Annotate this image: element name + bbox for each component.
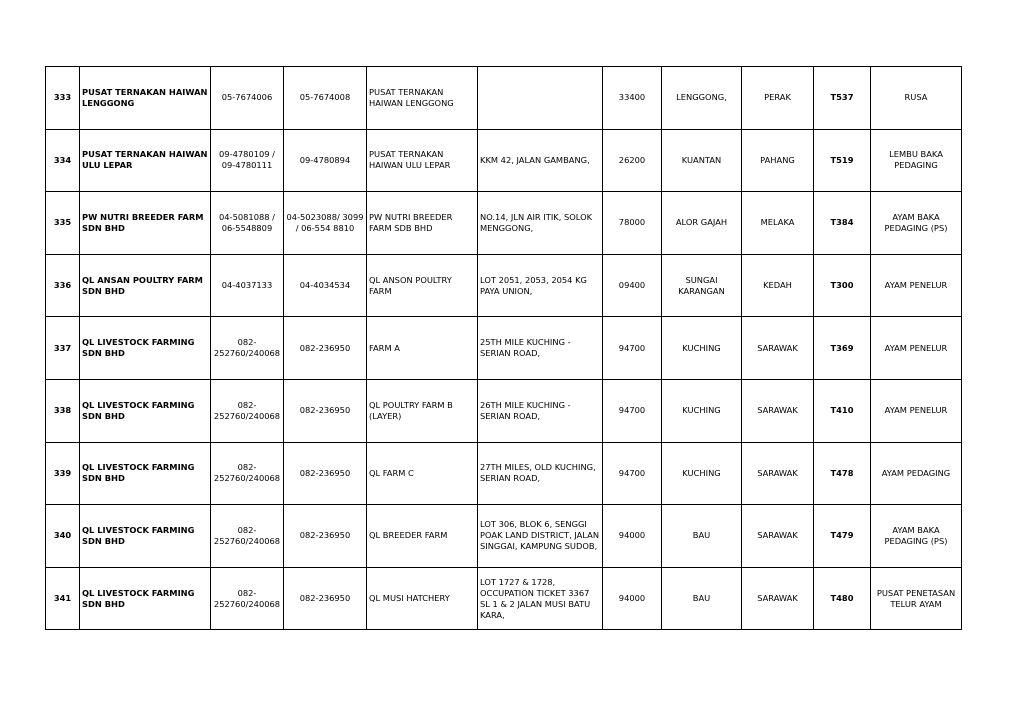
table-row [46,379,962,442]
farm-code-cell: T480 [814,567,871,630]
company-name-cell: QL LIVESTOCK FARMING SDN BHD [80,567,211,630]
table-row [46,129,962,192]
company-name-cell: QL LIVESTOCK FARMING SDN BHD [80,379,211,442]
livestock-category-cell: AYAM PENELUR [871,254,962,317]
farm-code-cell: T479 [814,505,871,568]
telephone-cell: 09-4780109 / 09-4780111 [211,129,284,192]
fax-number-cell: 04-5023088/ 3099 / 06-554 8810 [284,192,367,255]
fax-number-cell: 082-236950 [284,317,367,380]
farm-name-cell: PUSAT TERNAKAN HAIWAN ULU LEPAR [367,129,478,192]
farm-name-cell: QL MUSI HATCHERY [367,567,478,630]
state-cell: MELAKA [742,192,814,255]
telephone-cell: 04-5081088 / 06-5548809 [211,192,284,255]
table-row [46,67,962,130]
state-cell: KEDAH [742,254,814,317]
livestock-category-cell: AYAM BAKA PEDAGING (PS) [871,505,962,568]
state-cell: PAHANG [742,129,814,192]
telephone-cell: 082-252760/240068 [211,567,284,630]
row-number-cell: 335 [46,192,80,255]
livestock-category-cell: PUSAT PENETASAN TELUR AYAM [871,567,962,630]
row-number-cell: 340 [46,505,80,568]
farm-code-cell: T537 [814,67,871,130]
postcode-cell: 33400 [603,67,662,130]
fax-number-cell: 09-4780894 [284,129,367,192]
postcode-cell: 09400 [603,254,662,317]
telephone-cell: 082-252760/240068 [211,442,284,505]
farm-address-cell: NO.14, JLN AIR ITIK, SOLOK MENGGONG, [478,192,603,255]
livestock-category-cell: RUSA [871,67,962,130]
town-cell: KUCHING [662,442,742,505]
farm-name-cell: PW NUTRI BREEDER FARM SDB BHD [367,192,478,255]
town-cell: KUCHING [662,379,742,442]
town-cell: KUCHING [662,317,742,380]
town-cell: SUNGAI KARANGAN [662,254,742,317]
postcode-cell: 26200 [603,129,662,192]
telephone-cell: 082-252760/240068 [211,317,284,380]
telephone-cell: 082-252760/240068 [211,505,284,568]
company-name-cell: PUSAT TERNAKAN HAIWAN LENGGONG [80,67,211,130]
row-number-cell: 338 [46,379,80,442]
state-cell: SARAWAK [742,317,814,380]
farm-address-cell: LOT 1727 & 1728, OCCUPATION TICKET 3367 SL 1 & 2 JALAN MUSI BATU KARA, [478,567,603,630]
farm-name-cell: QL POULTRY FARM B (LAYER) [367,379,478,442]
livestock-category-cell: AYAM PENELUR [871,379,962,442]
town-cell: BAU [662,505,742,568]
state-cell: SARAWAK [742,442,814,505]
postcode-cell: 78000 [603,192,662,255]
fax-number-cell: 05-7674008 [284,67,367,130]
fax-number-cell: 082-236950 [284,379,367,442]
postcode-cell: 94000 [603,505,662,568]
table-row [46,317,962,380]
company-name-cell: QL LIVESTOCK FARMING SDN BHD [80,505,211,568]
state-cell: SARAWAK [742,379,814,442]
telephone-cell: 04-4037133 [211,254,284,317]
fax-number-cell: 082-236950 [284,505,367,568]
row-number-cell: 334 [46,129,80,192]
fax-number-cell: 04-4034534 [284,254,367,317]
town-cell: KUANTAN [662,129,742,192]
row-number-cell: 341 [46,567,80,630]
state-cell: SARAWAK [742,567,814,630]
farm-code-cell: T369 [814,317,871,380]
farm-address-cell: 26TH MILE KUCHING - SERIAN ROAD, [478,379,603,442]
livestock-category-cell: AYAM PENELUR [871,317,962,380]
table-row [46,505,962,568]
row-number-cell: 337 [46,317,80,380]
farm-code-cell: T478 [814,442,871,505]
farm-code-cell: T519 [814,129,871,192]
fax-number-cell: 082-236950 [284,567,367,630]
row-number-cell: 339 [46,442,80,505]
telephone-cell: 05-7674006 [211,67,284,130]
farm-code-cell: T300 [814,254,871,317]
state-cell: SARAWAK [742,505,814,568]
farm-address-cell: 25TH MILE KUCHING - SERIAN ROAD, [478,317,603,380]
company-name-cell: QL LIVESTOCK FARMING SDN BHD [80,442,211,505]
state-cell: PERAK [742,67,814,130]
farm-code-cell: T384 [814,192,871,255]
postcode-cell: 94700 [603,442,662,505]
table-row [46,192,962,255]
company-name-cell: PW NUTRI BREEDER FARM SDN BHD [80,192,211,255]
farm-name-cell: QL FARM C [367,442,478,505]
telephone-cell: 082-252760/240068 [211,379,284,442]
postcode-cell: 94700 [603,379,662,442]
farm-address-cell: LOT 306, BLOK 6, SENGGI POAK LAND DISTRICT, JALAN SINGGAI, KAMPUNG SUDOB, [478,505,603,568]
livestock-category-cell: AYAM PEDAGING [871,442,962,505]
farm-address-cell: LOT 2051, 2053, 2054 KG PAYA UNION, [478,254,603,317]
farm-name-cell: QL ANSON POULTRY FARM [367,254,478,317]
town-cell: LENGGONG, [662,67,742,130]
table-row [46,442,962,505]
livestock-category-cell: LEMBU BAKA PEDAGING [871,129,962,192]
row-number-cell: 336 [46,254,80,317]
table-row [46,254,962,317]
fax-number-cell: 082-236950 [284,442,367,505]
farm-address-cell [478,67,603,130]
table-row [46,567,962,630]
farm-registry-table [45,66,962,630]
company-name-cell: PUSAT TERNAKAN HAIWAN ULU LEPAR [80,129,211,192]
farm-code-cell: T410 [814,379,871,442]
company-name-cell: QL ANSAN POULTRY FARM SDN BHD [80,254,211,317]
town-cell: ALOR GAJAH [662,192,742,255]
company-name-cell: QL LIVESTOCK FARMING SDN BHD [80,317,211,380]
farm-name-cell: QL BREEDER FARM [367,505,478,568]
postcode-cell: 94700 [603,317,662,380]
farm-name-cell: FARM A [367,317,478,380]
farm-address-cell: KKM 42, JALAN GAMBANG, [478,129,603,192]
town-cell: BAU [662,567,742,630]
row-number-cell: 333 [46,67,80,130]
farm-address-cell: 27TH MILES, OLD KUCHING, SERIAN ROAD, [478,442,603,505]
farm-name-cell: PUSAT TERNAKAN HAIWAN LENGGONG [367,67,478,130]
livestock-category-cell: AYAM BAKA PEDAGING (PS) [871,192,962,255]
postcode-cell: 94000 [603,567,662,630]
table-body [46,67,962,630]
